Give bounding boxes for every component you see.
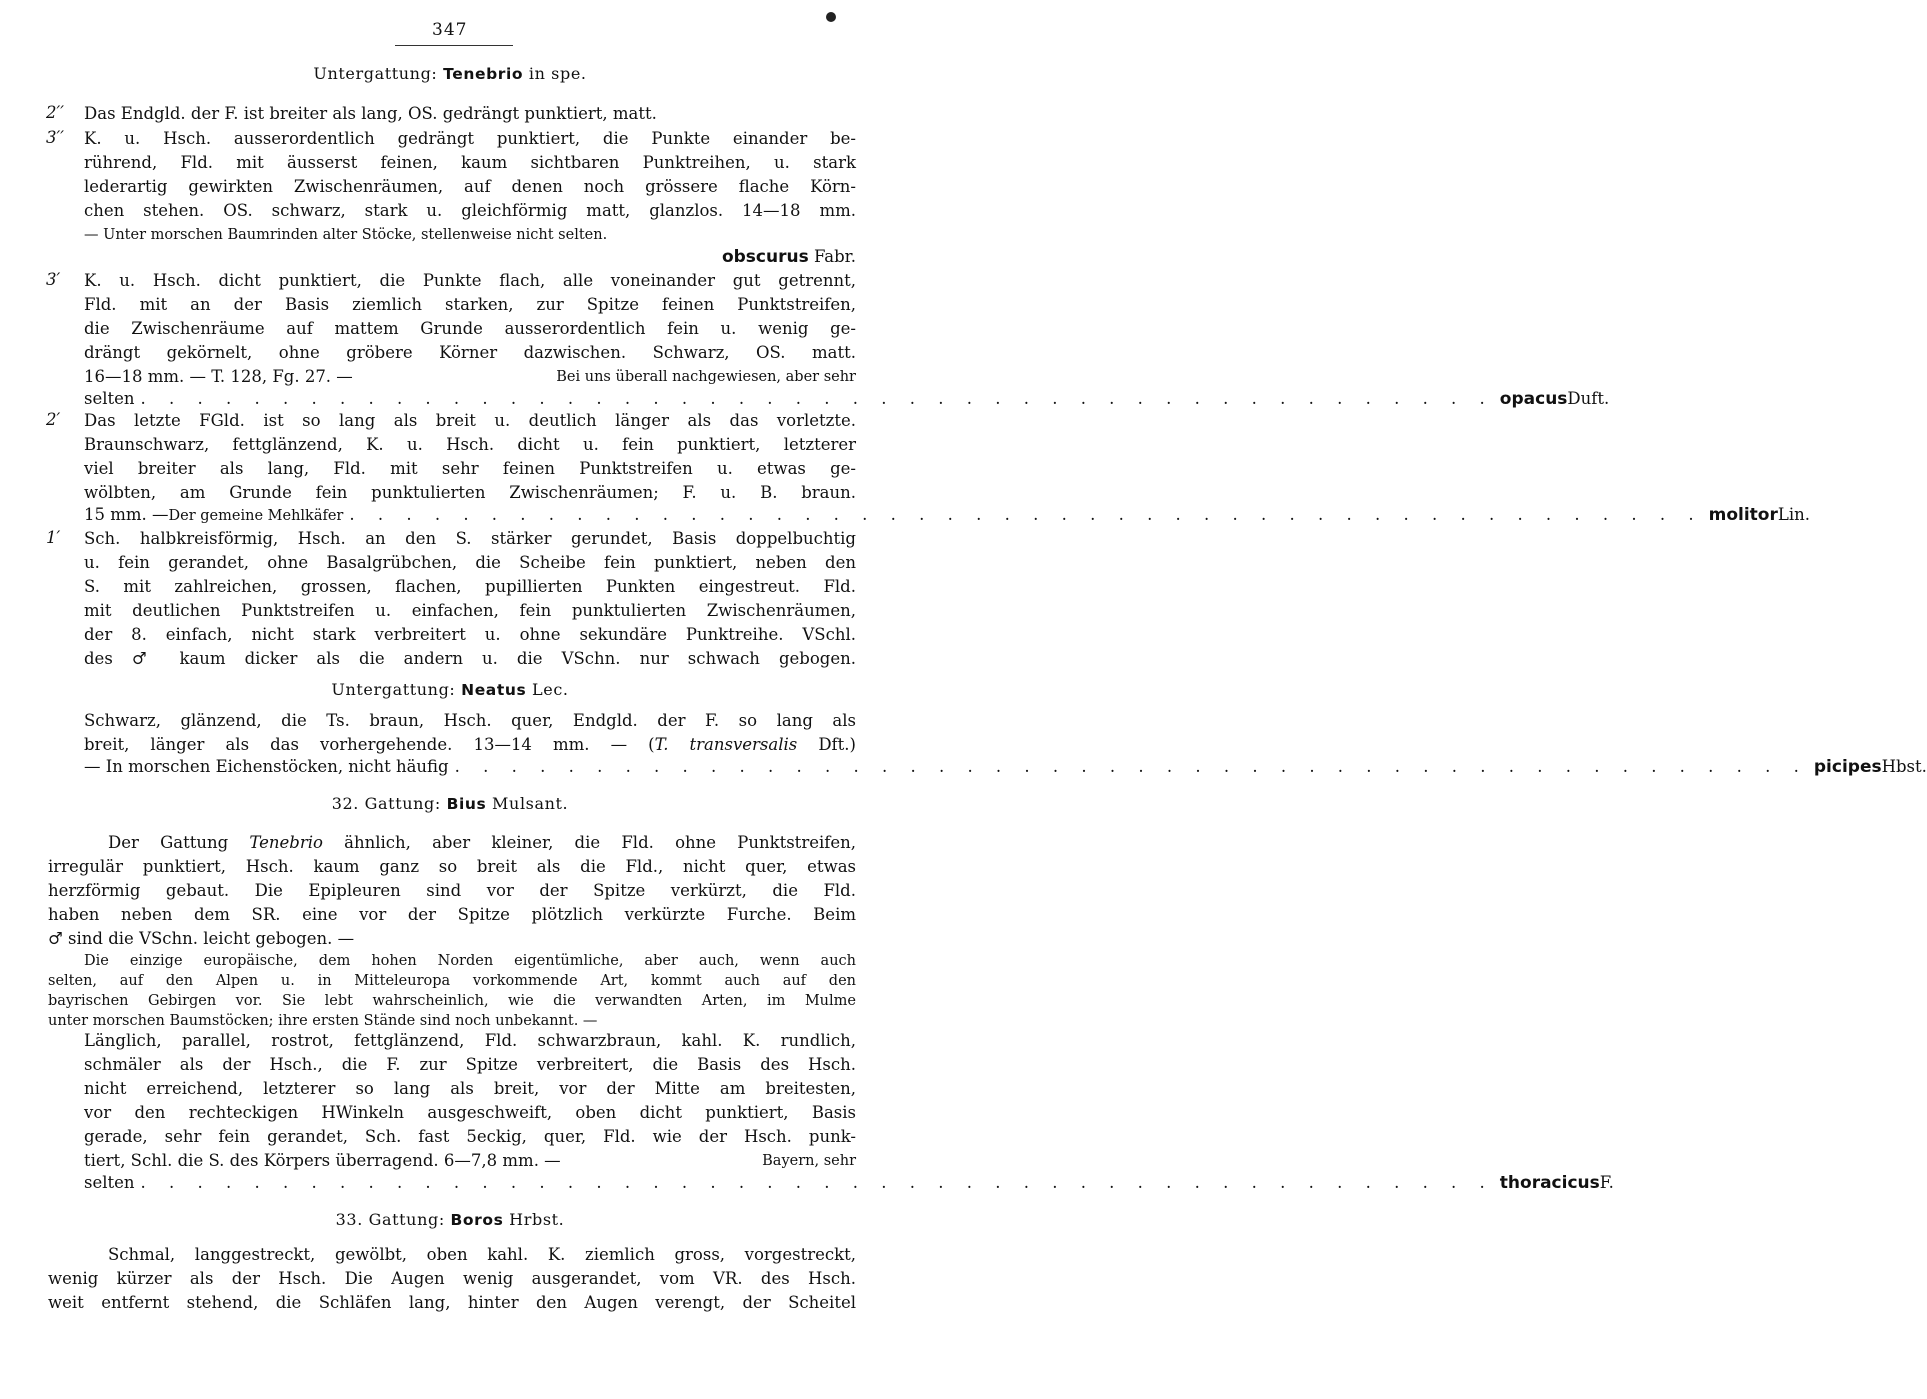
species-name: picipes xyxy=(1813,757,1882,777)
text-line: u. fein gerandet, ohne Basalgrübchen, die Scheibe fein punktiert, neben den xyxy=(84,553,856,572)
text-line: K. u. Hsch. ausserordentlich gedrängt punktiert, die Punkte einander be- xyxy=(84,129,856,148)
text-line: ♂ sind die VSchn. leicht gebogen. — xyxy=(48,929,355,948)
key-marker: 3′′ xyxy=(46,128,64,147)
text-line: tiert, Schl. die S. des Körpers überragend. 6—7,8 mm. — Bayern, sehr xyxy=(84,1151,856,1170)
text-line: irregulär punktiert, Hsch. kaum ganz so breit als die Fld., nicht quer, etwas xyxy=(48,857,856,876)
text-line: rührend, Fld. mit äusserst feinen, kaum sichtbaren Punktreihen, u. stark xyxy=(84,153,856,172)
text-line: haben neben dem SR. eine vor der Spitze plötzlich verkürzte Furche. Beim xyxy=(48,905,856,924)
text-line: Der Gattung Tenebrio ähnlich, aber kleiner, die Fld. ohne Punktstreifen, xyxy=(108,833,856,852)
text-line: vor den rechteckigen HWinkeln ausgeschweift, oben dicht punktiert, Basis xyxy=(84,1103,856,1122)
text-line: Länglich, parallel, rostrot, fettglänzend, Fld. schwarzbraun, kahl. K. rundlich, xyxy=(84,1031,856,1050)
text-line: bayrischen Gebirgen vor. Sie lebt wahrscheinlich, wie die verwandten Arten, im Mulme xyxy=(48,993,856,1009)
text-line: Die einzige europäische, dem hohen Norden eigentümliche, aber auch, wenn auch xyxy=(84,953,856,969)
key-marker: 2′′ xyxy=(46,103,64,122)
key-marker: 2′ xyxy=(46,410,61,429)
genus-heading-boros: 33. Gattung: Boros Hrbst. xyxy=(335,1210,565,1229)
subgenus-heading-neatus: Untergattung: Neatus Lec. xyxy=(331,680,569,699)
text-line: wenig kürzer als der Hsch. Die Augen wenig ausgerandet, vom VR. des Hsch. xyxy=(48,1269,856,1288)
text-line: Das letzte FGld. ist so lang als breit u. deutlich länger als das vorletzte. xyxy=(84,411,856,430)
ink-spot xyxy=(826,12,836,22)
text-line: drängt gekörnelt, ohne gröbere Körner dazwischen. Schwarz, OS. matt. xyxy=(84,343,856,362)
key-marker: 1′ xyxy=(46,528,61,547)
text-line: herzförmig gebaut. Die Epipleuren sind vor der Spitze verkürzt, die Fld. xyxy=(48,881,856,900)
key-marker: 3′ xyxy=(46,270,61,289)
species-line: obscurus Fabr. xyxy=(721,247,856,267)
text-line: breit, länger als das vorhergehende. 13—14 mm. — (T. transversalis Dft.) xyxy=(84,735,856,754)
text-line: chen stehen. OS. schwarz, stark u. gleichförmig matt, glanzlos. 14—18 mm. xyxy=(84,201,856,220)
text-line: 16—18 mm. — T. 128, Fg. 27. — Bei uns überall nachgewiesen, aber sehr xyxy=(84,367,856,386)
text-line: Schwarz, glänzend, die Ts. braun, Hsch. quer, Endgld. der F. so lang als xyxy=(84,711,856,730)
species-line: 15 mm. — Der gemeine Mehlkäfer . . . . . . . . . . . . . . . . . . . . . . . . . . . . . . . . . . . . . . . . . . . . . . . . molitor Lin. xyxy=(84,505,1810,525)
species-line: — In morschen Eichenstöcken, nicht häufig . . . . . . . . . . . . . . . . . . . . . . . . . . . . . . . . . . . . . . . . . . . . . . . . picipes Hbst. xyxy=(84,757,1927,777)
text-line: Das Endgld. der F. ist breiter als lang, OS. gedrängt punktiert, matt. xyxy=(84,104,657,123)
species-line: selten . . . . . . . . . . . . . . . . . . . . . . . . . . . . . . . . . . . . . . . . . . . . . . . . thoracicus F. xyxy=(84,1173,1614,1193)
text-line: lederartig gewirkten Zwischenräumen, auf denen noch grössere flache Körn- xyxy=(84,177,856,196)
species-name: thoracicus xyxy=(1499,1173,1600,1193)
text-line: K. u. Hsch. dicht punktiert, die Punkte flach, alle voneinander gut getrennt, xyxy=(84,271,856,290)
text-line: nicht erreichend, letzterer so lang als breit, vor der Mitte am breitesten, xyxy=(84,1079,856,1098)
text-line: viel breiter als lang, Fld. mit sehr feinen Punktstreifen u. etwas ge- xyxy=(84,459,856,478)
species-line: selten . . . . . . . . . . . . . . . . . . . . . . . . . . . . . . . . . . . . . . . . . . . . . . . . opacus Duft. xyxy=(84,389,1610,409)
text-line: S. mit zahlreichen, grossen, flachen, pupillierten Punkten eingestreut. Fld. xyxy=(84,577,856,596)
text-line: Sch. halbkreisförmig, Hsch. an den S. stärker gerundet, Basis doppelbuchtig xyxy=(84,529,856,548)
species-name: opacus xyxy=(1499,389,1568,409)
text-line: die Zwischenräume auf mattem Grunde ausserordentlich fein u. wenig ge- xyxy=(84,319,856,338)
header-rule xyxy=(395,45,513,46)
text-line: selten, auf den Alpen u. in Mitteleuropa vorkommende Art, kommt auch auf den xyxy=(48,973,856,989)
text-line: Braunschwarz, fettglänzend, K. u. Hsch. dicht u. fein punktiert, letzterer xyxy=(84,435,856,454)
species-name: obscurus xyxy=(721,247,809,267)
text-line: gerade, sehr fein gerandet, Sch. fast 5eckig, quer, Fld. wie der Hsch. punk- xyxy=(84,1127,856,1146)
text-line: wölbten, am Grunde fein punktulierten Zwischenräumen; F. u. B. braun. xyxy=(84,483,856,502)
text-line: — Unter morschen Baumrinden alter Stöcke, stellenweise nicht selten. xyxy=(84,227,608,243)
page-number: 347 xyxy=(432,20,468,40)
genus-heading-bius: 32. Gattung: Bius Mulsant. xyxy=(331,794,569,813)
text-line: schmäler als der Hsch., die F. zur Spitze verbreitert, die Basis des Hsch. xyxy=(84,1055,856,1074)
text-line: mit deutlichen Punktstreifen u. einfachen, fein punktulierten Zwischenräumen, xyxy=(84,601,856,620)
text-line: der 8. einfach, nicht stark verbreitert u. ohne sekundäre Punktreihe. VSchl. xyxy=(84,625,856,644)
species-name: molitor xyxy=(1708,505,1778,525)
text-line: Schmal, langgestreckt, gewölbt, oben kahl. K. ziemlich gross, vorgestreckt, xyxy=(108,1245,856,1264)
subgenus-heading-tenebrio: Untergattung: Tenebrio in spe. xyxy=(313,64,587,83)
text-line: Fld. mit an der Basis ziemlich starken, zur Spitze feinen Punktstreifen, xyxy=(84,295,856,314)
text-line: unter morschen Baumstöcken; ihre ersten Stände sind noch unbekannt. — xyxy=(48,1013,598,1029)
text-line: weit entfernt stehend, die Schläfen lang, hinter den Augen verengt, der Scheitel xyxy=(48,1293,856,1312)
text-line: des ♂ kaum dicker als die andern u. die VSchn. nur schwach gebogen. xyxy=(84,649,856,668)
